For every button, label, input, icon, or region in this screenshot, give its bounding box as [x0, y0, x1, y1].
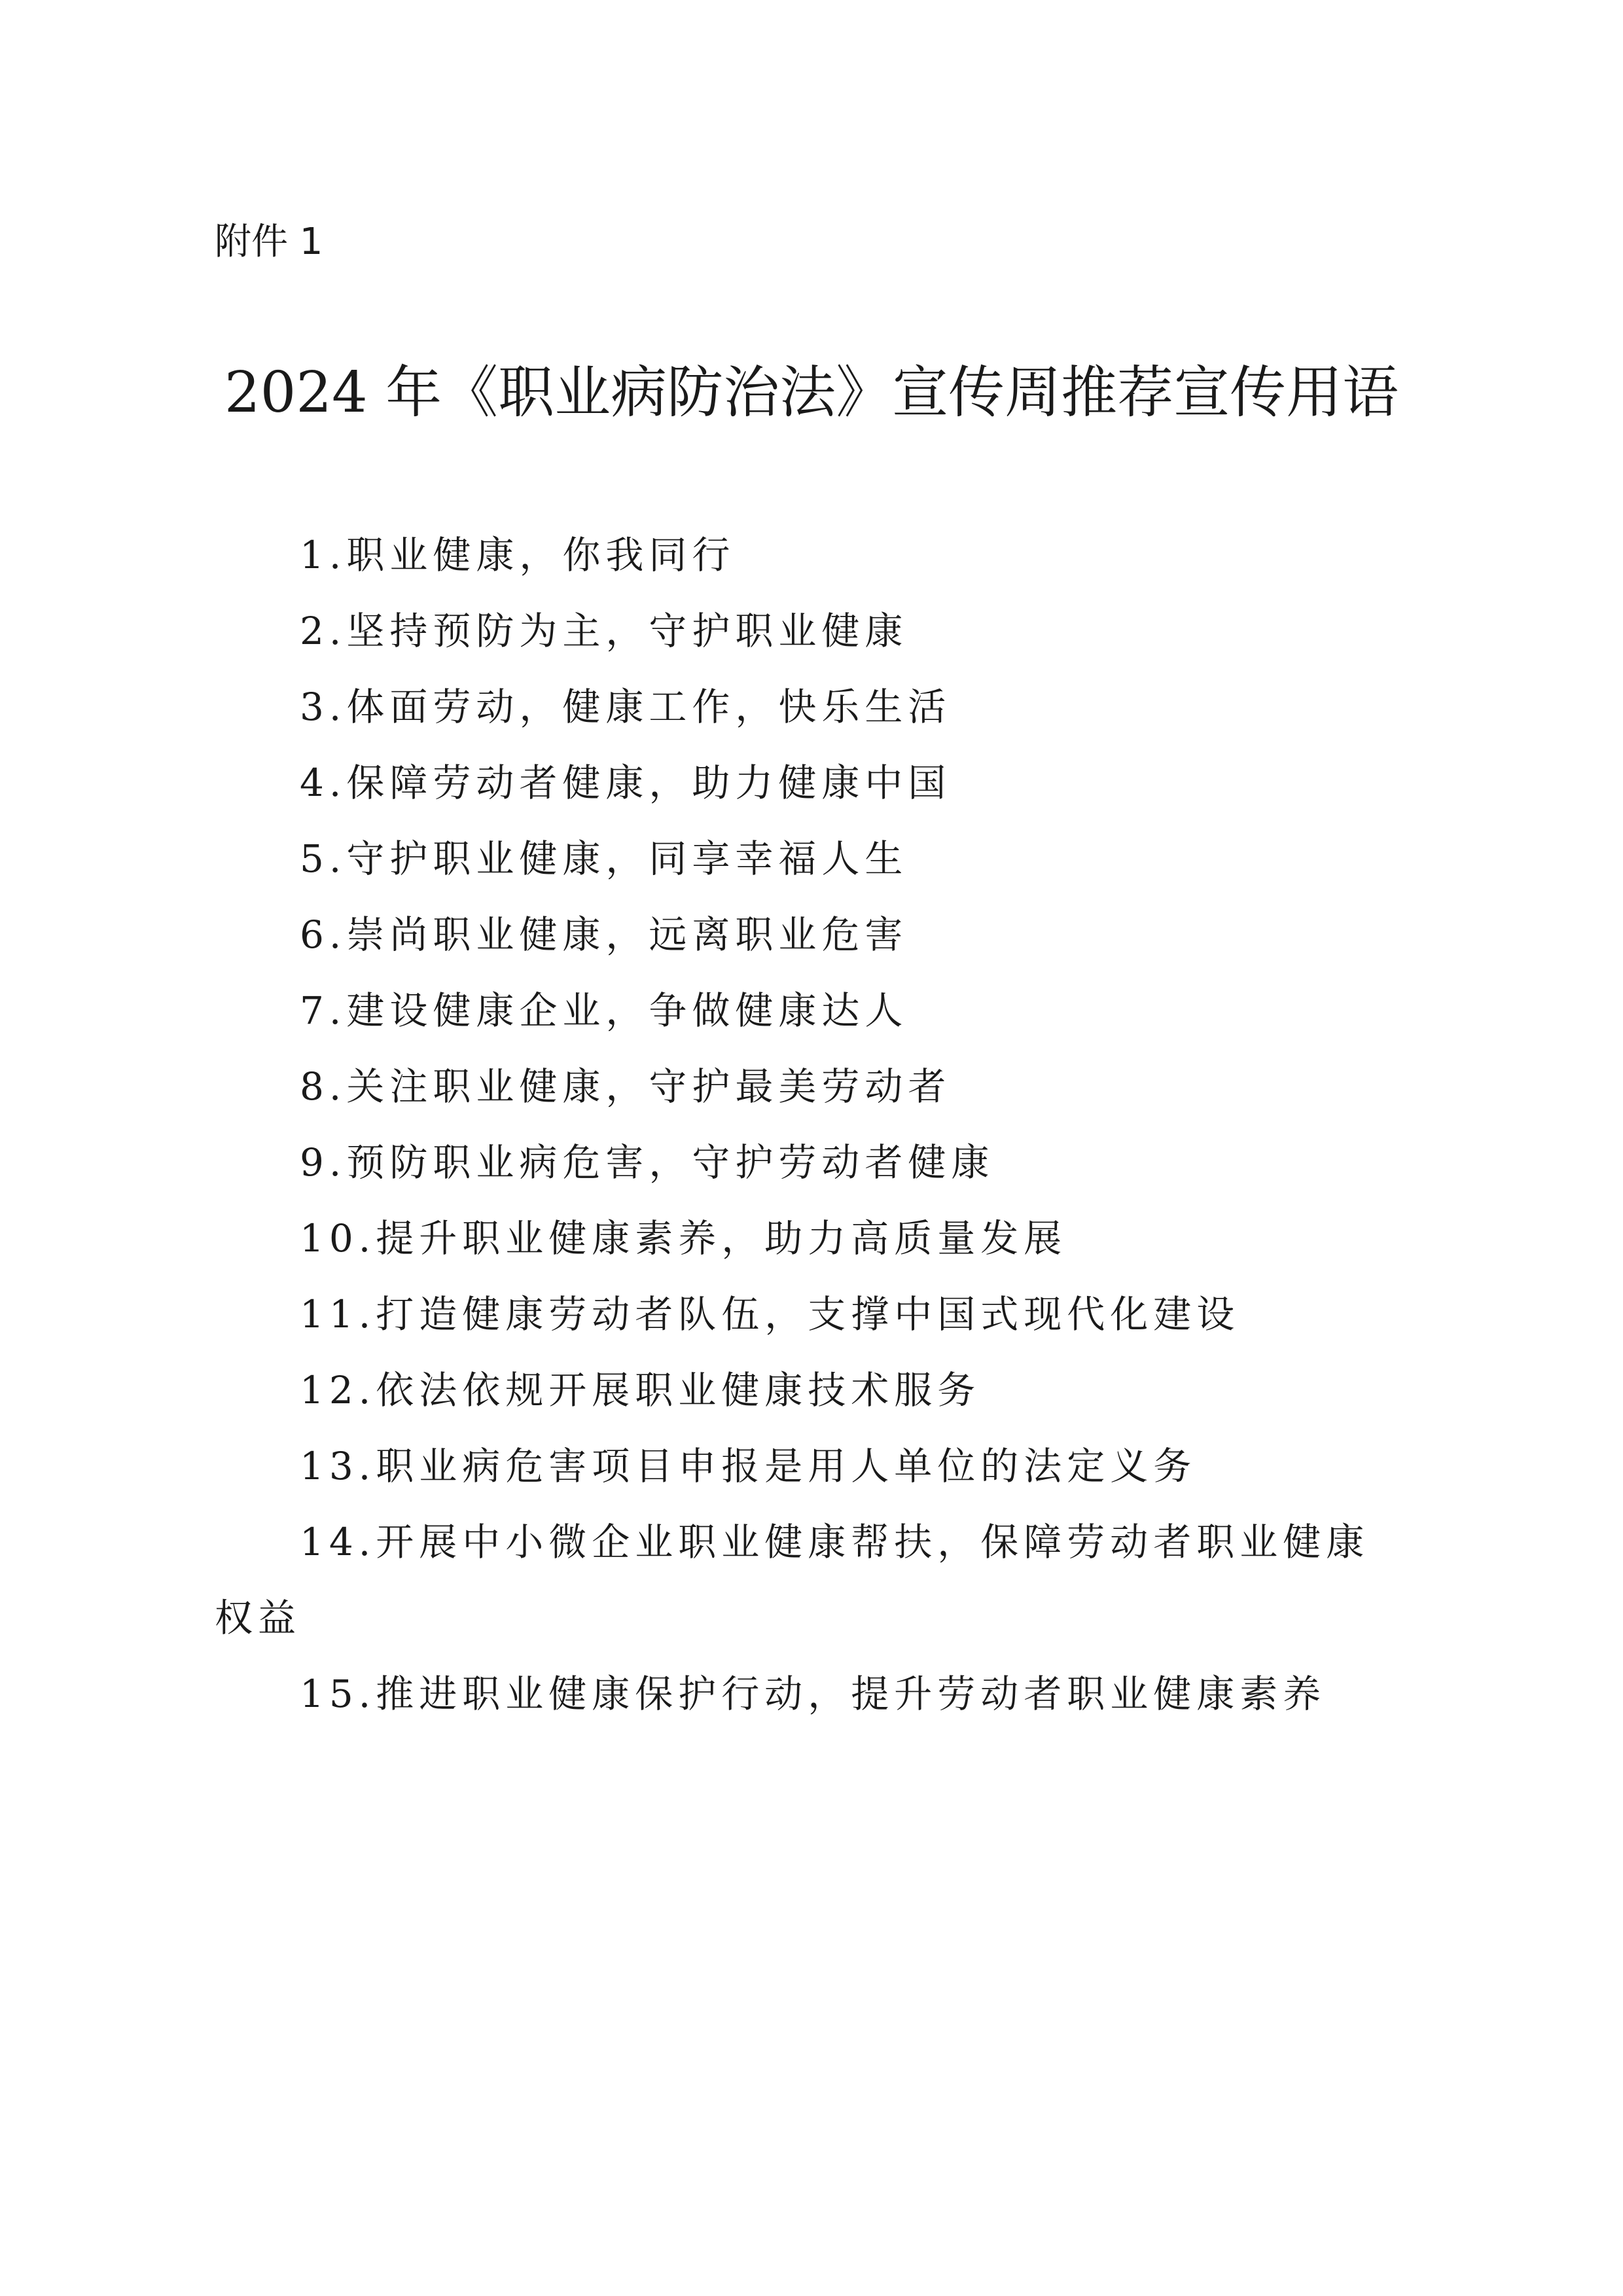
slogan-item-13: 13.职业病危害项目申报是用人单位的法定义务: [300, 1444, 1197, 1488]
slogan-item-8: 8.关注职业健康，守护最美劳动者: [300, 1064, 952, 1109]
slogan-item-14: 14.开展中小微企业职业健康帮扶，保障劳动者职业健康权益: [215, 1520, 1370, 1640]
attachment-label: 附件 1: [215, 221, 323, 263]
slogan-item-12: 12.依法依规开展职业健康技术服务: [300, 1368, 981, 1412]
document-title: 2024 年《职业病防治法》宣传周推荐宣传用语: [224, 360, 1399, 425]
slogan-item-7: 7.建设健康企业，争做健康达人: [300, 988, 908, 1033]
slogan-item-15: 15.推进职业健康保护行动，提升劳动者职业健康素养: [300, 1672, 1327, 1716]
slogan-item-6: 6.崇尚职业健康，远离职业危害: [300, 912, 908, 957]
slogan-item-10: 10.提升职业健康素养，助力高质量发展: [300, 1216, 1067, 1261]
slogan-list: [215, 517, 1408, 1732]
slogan-item-11: 11.打造健康劳动者队伍，支撑中国式现代化建设: [300, 1292, 1240, 1336]
slogan-item-9: 9.预防职业病危害，守护劳动者健康: [300, 1140, 995, 1185]
slogan-item-2: 2.坚持预防为主，守护职业健康: [300, 609, 908, 653]
slogan-item-5: 5.守护职业健康，同享幸福人生: [300, 836, 908, 881]
slogan-item-4: 4.保障劳动者健康，助力健康中国: [300, 761, 952, 805]
slogan-item-1: 1.职业健康，你我同行: [300, 533, 736, 577]
slogan-item-3: 3.体面劳动，健康工作，快乐生活: [300, 685, 952, 729]
